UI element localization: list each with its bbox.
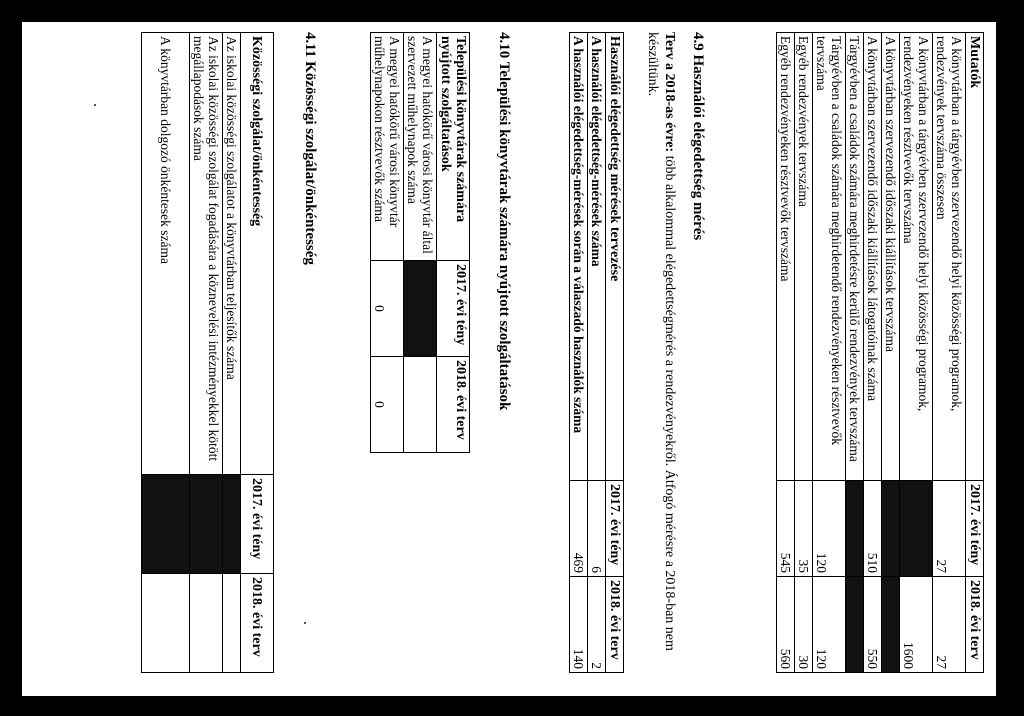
row-label: A könyvtárban szervezendő időszaki kiállítások tervszáma — [882, 33, 900, 481]
header-cell: 2017. évi tény — [966, 481, 984, 577]
row-label: A megyei hatókörű városi könyvtár műhelynapokon résztvevők száma — [371, 33, 404, 261]
fact-value — [900, 481, 933, 577]
table-row — [813, 33, 846, 673]
table-row — [588, 33, 606, 673]
header-cell: Használói elégedettség mérések tervezése — [606, 33, 624, 481]
row-label: Tárgyévben a családok számára meghirdetendő rendezvényeken résztvevők tervszáma — [813, 33, 846, 481]
fact-value — [223, 475, 241, 574]
table-header-row — [966, 33, 984, 673]
fact-value: 27 — [933, 481, 966, 577]
plan-value: 1600 — [900, 577, 933, 673]
section-heading-4-9: 4.9 Használói elégedettség mérés — [690, 32, 706, 241]
plan-label: Terv a 2018-as évre: — [662, 32, 677, 153]
plan-value — [190, 574, 223, 673]
fact-value: 6 — [588, 481, 606, 577]
section-heading-4-11: 4.11 Közösségi szolgálat/önkéntesség — [302, 32, 318, 265]
table-row — [795, 33, 813, 673]
plan-value: 0 — [371, 357, 404, 453]
header-cell: 2018. évi terv — [241, 574, 274, 673]
plan-value: 120 — [813, 577, 846, 673]
fact-value: 120 — [813, 481, 846, 577]
header-cell: 2018. évi terv — [606, 577, 624, 673]
section-4-9-paragraph — [644, 32, 678, 672]
telepulesi-table — [370, 32, 470, 453]
row-label: Tárgyévben a családok számára meghirdetésre kerülő rendezvények tervszáma — [846, 33, 864, 481]
plan-value: 30 — [795, 577, 813, 673]
row-label: Az iskolai közösségi szolgálat fogadására a köznevelési intézményekkel kötött megállapodások száma — [190, 33, 223, 475]
table-row — [882, 33, 900, 673]
row-label: A könyvtárban dolgozó önkéntesek száma — [142, 33, 190, 475]
table-header-row — [437, 33, 470, 453]
table-row — [190, 33, 223, 673]
plan-value — [882, 577, 900, 673]
header-cell: Közösségi szolgálat/önkéntesség — [241, 33, 274, 475]
plan-text: több alkalommal elégedettségmérés a rendezvényekről. Átfogó mérésre a 2018-ban nem készültünk. — [645, 32, 677, 651]
document-page — [22, 22, 996, 696]
section-heading-4-10: 4.10 Települési könyvtárak számára nyújtott szolgáltatások — [496, 32, 512, 411]
row-label: A használói elégedettség-mérések során a válaszadó használók száma — [570, 33, 588, 481]
row-label: A könyvtárban a tárgyévben szervezendő helyi közösségi programok, rendezvények tervszáma összesen — [933, 33, 966, 481]
fact-value: 469 — [570, 481, 588, 577]
table-row — [142, 33, 190, 673]
fact-value: 35 — [795, 481, 813, 577]
fact-value — [882, 481, 900, 577]
header-cell: 2017. évi tény — [606, 481, 624, 577]
fact-value — [404, 261, 437, 357]
plan-value: 140 — [570, 577, 588, 673]
row-label: A használói elégedettség-mérések száma — [588, 33, 606, 481]
table-header-row — [606, 33, 624, 673]
row-label: A megyei hatókörű városi könyvtár által szervezett műhelynapok száma — [404, 33, 437, 261]
row-label: Egyéb rendezvények tervszáma — [795, 33, 813, 481]
hasznaloi-table — [569, 32, 624, 673]
plan-value: 560 — [777, 577, 795, 673]
table-header-row — [241, 33, 274, 673]
plan-value — [846, 577, 864, 673]
plan-value — [223, 574, 241, 673]
header-cell: Mutatók — [966, 33, 984, 481]
fact-value: 510 — [864, 481, 882, 577]
table-row — [570, 33, 588, 673]
table-row — [223, 33, 241, 673]
plan-value: 27 — [933, 577, 966, 673]
plan-value — [142, 574, 190, 673]
scan-speck — [94, 104, 96, 106]
header-cell: 2017. évi tény — [437, 261, 470, 357]
scan-speck — [304, 622, 306, 624]
table-row — [777, 33, 795, 673]
table-row — [864, 33, 882, 673]
fact-value — [190, 475, 223, 574]
plan-value — [404, 357, 437, 453]
header-cell: 2018. évi terv — [437, 357, 470, 453]
rotated-content — [22, 22, 996, 696]
header-cell: 2017. évi tény — [241, 475, 274, 574]
table-row — [371, 33, 404, 453]
row-label: A könyvtárban szervezendő időszaki kiállítások látogatóinak száma — [864, 33, 882, 481]
plan-value: 550 — [864, 577, 882, 673]
table-row — [404, 33, 437, 453]
row-label: Az iskolai közösségi szolgálatot a könyvtárban teljesítők száma — [223, 33, 241, 475]
fact-value — [142, 475, 190, 574]
table-row — [900, 33, 933, 673]
header-cell: 2018. évi terv — [966, 577, 984, 673]
fact-value: 0 — [371, 261, 404, 357]
fact-value: 545 — [777, 481, 795, 577]
table-row — [846, 33, 864, 673]
header-cell: Települési könyvtárak számára nyújtott szolgáltatások — [437, 33, 470, 261]
kozossegi-table — [141, 32, 274, 673]
row-label: Egyéb rendezvényeken résztvevők tervszáma — [777, 33, 795, 481]
plan-value: 2 — [588, 577, 606, 673]
row-label: A könyvtárban a tárgyévben szervezendő helyi közösségi programok, rendezvényeken résztvevők tervszáma — [900, 33, 933, 481]
mutatok-table — [776, 32, 984, 673]
table-row — [933, 33, 966, 673]
fact-value — [846, 481, 864, 577]
